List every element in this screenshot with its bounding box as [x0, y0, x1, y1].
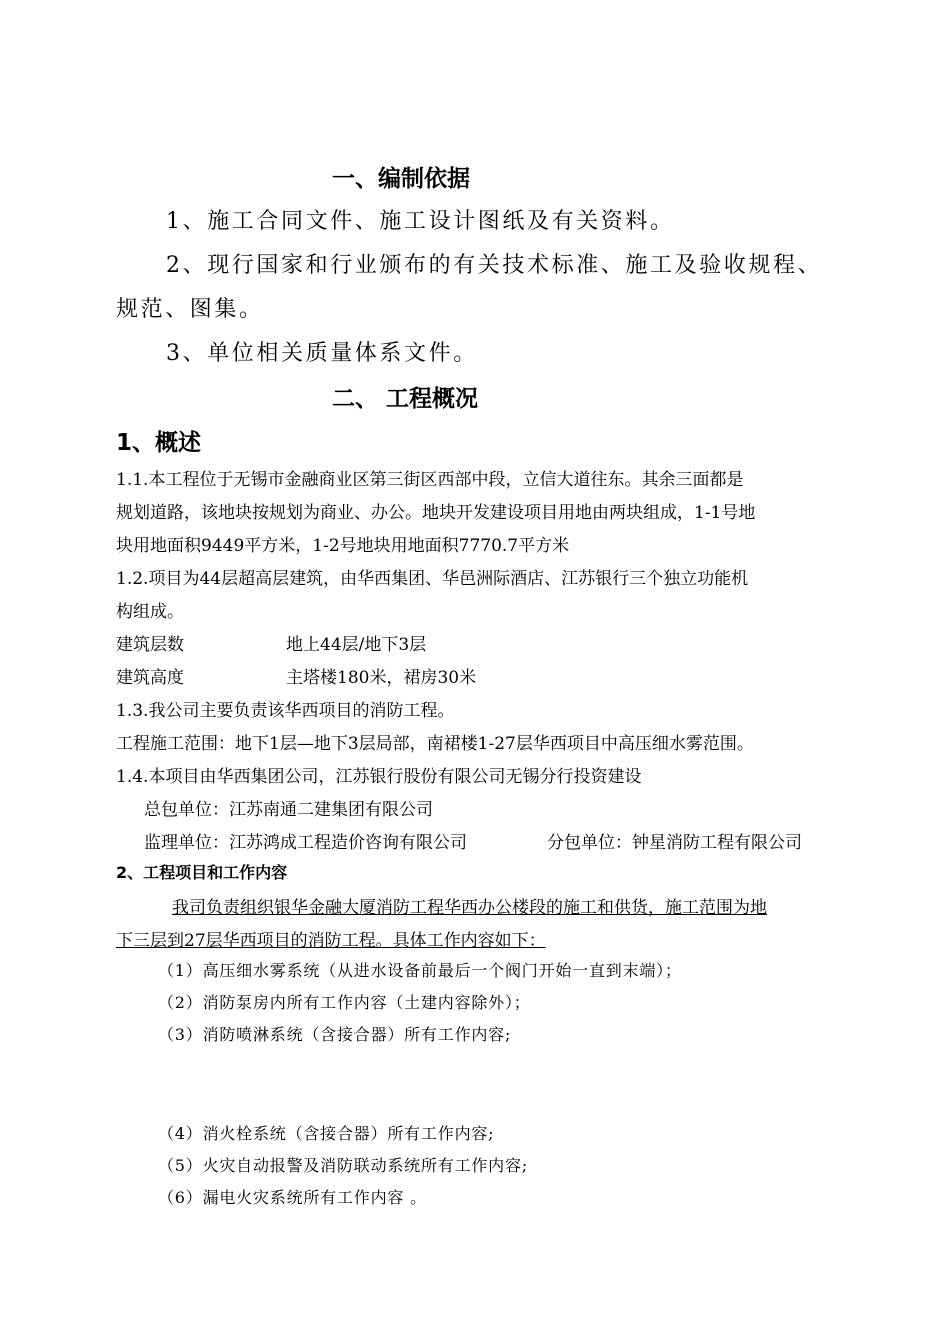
- work-intro-line1: 我司负责组织银华金融大厦消防工程华西办公楼段的施工和供货，施工范围为地: [172, 898, 767, 918]
- work-item-1: （1）高压细水雾系统（从进水设备前最后一个阀门开始一直到末端）；: [158, 961, 682, 980]
- basis-item-2-cont: 规范、图集。: [116, 297, 264, 322]
- overview-p3: 1.3.我公司主要负责该华西项目的消防工程。: [116, 701, 455, 721]
- overview-p2-line1: 1.2.项目为44层超高层建筑，由华西集团、华邑洲际酒店、江苏银行三个独立功能机: [116, 569, 749, 589]
- supervisor: 监理单位：江苏鸿成工程造价咨询有限公司: [144, 833, 467, 853]
- work-intro-line2: 下三层到27层华西项目的消防工程。具体工作内容如下：: [116, 931, 546, 951]
- work-item-2: （2）消防泵房内所有工作内容（土建内容除外）；: [158, 993, 531, 1012]
- subcontractor: 分包单位：钟星消防工程有限公司: [547, 833, 802, 853]
- basis-item-1: 1、施工合同文件、施工设计图纸及有关资料。: [166, 209, 675, 234]
- floors-value: 地上44层/地下3层: [286, 635, 427, 655]
- scope-line: 工程施工范围：地下1层—地下3层局部，南裙楼1-27层华西项目中高压细水雾范围。: [116, 734, 754, 754]
- work-item-5: （5）火灾自动报警及消防联动系统所有工作内容;: [158, 1156, 528, 1175]
- basis-item-2: 2、现行国家和行业颁布的有关技术标准、施工及验收规程、: [166, 253, 823, 278]
- overview-p1-line3: 块用地面积9449平方米，1-2号地块用地面积7770.7平方米: [116, 536, 570, 556]
- section-2-title: 二、 工程概况: [332, 386, 479, 412]
- work-item-6: （6）漏电火灾系统所有工作内容 。: [158, 1188, 427, 1207]
- basis-item-3: 3、单位相关质量体系文件。: [166, 341, 478, 366]
- floors-label: 建筑层数: [116, 635, 184, 655]
- section-1-title: 一、编制依据: [332, 166, 470, 192]
- overview-heading: 1、概述: [116, 430, 202, 456]
- work-item-4: （4）消火栓系统（含接合器）所有工作内容;: [158, 1124, 495, 1143]
- height-value: 主塔楼180米，裙房30米: [286, 668, 477, 688]
- height-label: 建筑高度: [116, 668, 184, 688]
- overview-p4: 1.4.本项目由华西集团公司，江苏银行股份有限公司无锡分行投资建设: [116, 767, 642, 787]
- general-contractor: 总包单位：江苏南通二建集团有限公司: [144, 800, 433, 820]
- work-heading: 2、工程项目和工作内容: [116, 863, 288, 882]
- overview-p2-line2: 构组成。: [116, 602, 184, 622]
- overview-p1-line2: 规划道路，该地块按规划为商业、办公。地块开发建设项目用地由两块组成，1-1号地: [116, 503, 756, 523]
- overview-p1-line1: 1.1.本工程位于无锡市金融商业区第三街区西部中段，立信大道往东。其余三面都是: [116, 470, 744, 490]
- work-item-3: （3）消防喷淋系统（含接合器）所有工作内容;: [158, 1025, 512, 1044]
